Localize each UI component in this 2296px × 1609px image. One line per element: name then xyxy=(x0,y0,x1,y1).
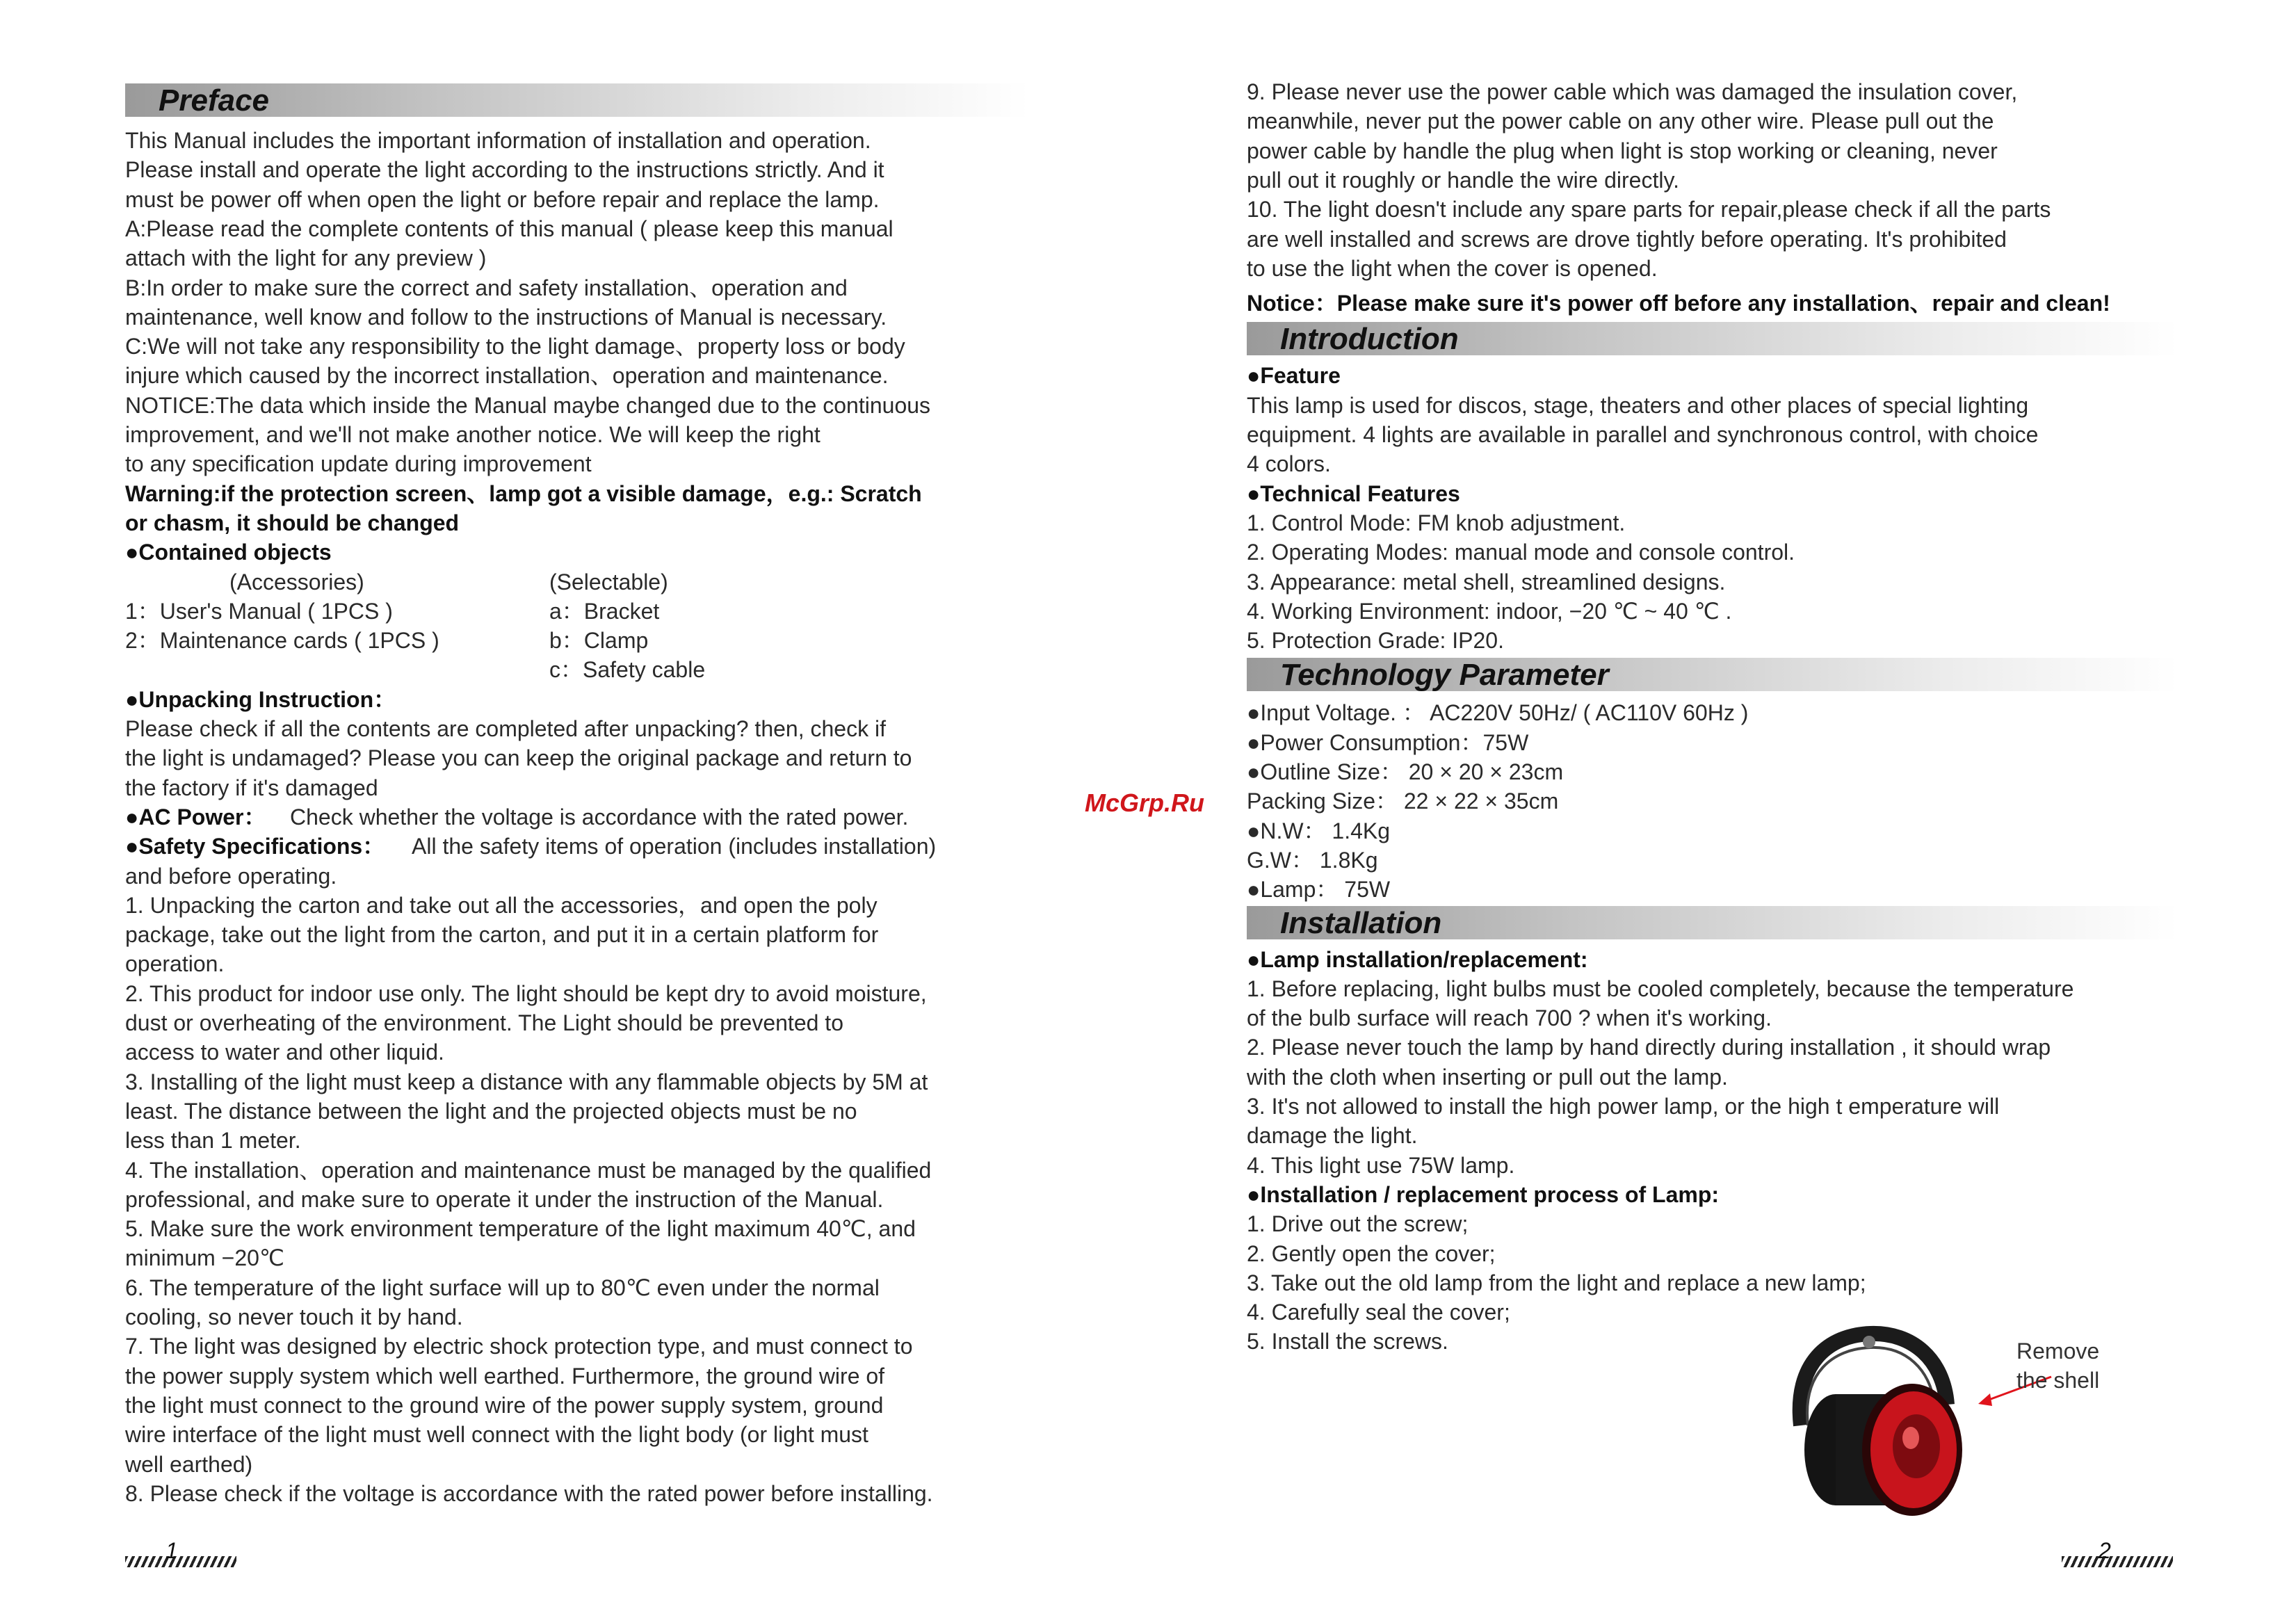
selectable-item: b：Clamp xyxy=(549,628,649,654)
installation-header xyxy=(1247,906,2178,939)
figure-label-remove: Remove xyxy=(2016,1339,2100,1364)
technology-parameter-header xyxy=(1247,658,2178,691)
safety-item-line: 6. The temperature of the light surface will up to 80℃ even under the normal xyxy=(125,1275,880,1300)
preface-line: attach with the light for any preview ) xyxy=(125,245,487,271)
safety-item-line: are well installed and screws are drove tightly before operating. It's prohibited xyxy=(1247,226,2007,252)
safety-item-line: access to water and other liquid. xyxy=(125,1040,444,1065)
accessory-item: 2：Maintenance cards ( 1PCS ) xyxy=(125,628,439,654)
preface-line: Please install and operate the light according to the instructions strictly. And it xyxy=(125,157,884,183)
tech-param-line: ●Outline Size： 20 × 20 × 23cm xyxy=(1247,759,1564,784)
ac-power-title: ●AC Power： xyxy=(125,804,266,830)
safety-item-line: the light must connect to the ground wire of the power supply system, ground xyxy=(125,1392,884,1418)
safety-item-line: dust or overheating of the environment. The Light should be prevented to xyxy=(125,1010,843,1035)
lamp-glare xyxy=(1902,1427,1919,1449)
safety-line: and before operating. xyxy=(125,863,337,889)
preface-header xyxy=(125,83,1029,117)
warning-line: Warning:if the protection screen、lamp got a visible damage，e.g.: Scratch xyxy=(125,480,922,506)
technical-feature-item: 1. Control Mode: FM knob adjustment. xyxy=(1247,510,1626,535)
lamp-bulb xyxy=(1893,1414,1940,1478)
safety-item-line: operation. xyxy=(125,951,225,977)
safety-item-line: 9. Please never use the power cable which was damaged the insulation cover, xyxy=(1247,79,2018,104)
safety-item-line: 1. Unpacking the carton and take out all the accessories，and open the poly xyxy=(125,892,878,918)
lamp-install-line: with the cloth when inserting or pull out the lamp. xyxy=(1247,1064,1728,1090)
accessories-header: (Accessories) xyxy=(229,569,364,595)
selectable-header: (Selectable) xyxy=(549,569,668,595)
safety-item-line: minimum −20℃ xyxy=(125,1245,284,1271)
lamp-illustration xyxy=(1787,1321,2176,1530)
selectable-item: c：Safety cable xyxy=(549,657,706,683)
safety-item-line: package, take out the light from the carton, and put it in a certain platform for xyxy=(125,922,879,948)
safety-item-line: less than 1 meter. xyxy=(125,1128,301,1154)
safety-item-line: 2. This product for indoor use only. The light should be kept dry to avoid moisture, xyxy=(125,980,927,1006)
lamp-install-line: 4. This light use 75W lamp. xyxy=(1247,1152,1515,1178)
process-title: ●Installation / replacement process of Lamp: xyxy=(1247,1181,1720,1207)
technical-feature-item: 5. Protection Grade: IP20. xyxy=(1247,628,1504,654)
safety-item-line: cooling, so never touch it by hand. xyxy=(125,1304,463,1329)
accessory-item: 1：User's Manual ( 1PCS ) xyxy=(125,598,393,624)
warning-line: or chasm, it should be changed xyxy=(125,510,460,535)
safety-item-line: 4. The installation、operation and maintenance must be managed by the qualified xyxy=(125,1157,932,1183)
bracket-screw xyxy=(1863,1336,1875,1348)
preface-line: must be power off when open the light or before repair and replace the lamp. xyxy=(125,186,880,212)
footer-bar-right xyxy=(2062,1556,2173,1567)
tech-param-line: ●Power Consumption：75W xyxy=(1247,729,1529,755)
technical-feature-item: 3. Appearance: metal shell, streamlined designs. xyxy=(1247,569,1726,595)
contained-objects-title: ●Contained objects xyxy=(125,540,332,565)
safety-item-line: 10. The light doesn't include any spare parts for repair,please check if all the parts xyxy=(1247,197,2051,223)
notice-line: Notice：Please make sure it's power off before any installation、repair and clean! xyxy=(1247,291,2110,316)
installation-title: Installation xyxy=(1280,905,1442,940)
preface-line: maintenance, well know and follow to the instructions of Manual is necessary. xyxy=(125,304,887,330)
lamp-install-title: ●Lamp installation/replacement: xyxy=(1247,946,1588,972)
safety-item-line: pull out it roughly or handle the wire directly. xyxy=(1247,167,1679,193)
safety-item-line: the power supply system which well earthed. Furthermore, the ground wire of xyxy=(125,1363,885,1389)
safety-item-line: well earthed) xyxy=(125,1451,253,1477)
feature-line: This lamp is used for discos, stage, theaters and other places of special lighting xyxy=(1247,392,2029,418)
introduction-header xyxy=(1247,322,2178,355)
safety-item-line: meanwhile, never put the power cable on any other wire. Please pull out the xyxy=(1247,108,1994,134)
tech-param-line: ●N.W： 1.4Kg xyxy=(1247,818,1391,843)
tech-param-line: ●Input Voltage. ： AC220V 50Hz/ ( AC110V 60Hz ) xyxy=(1247,700,1749,726)
arrow-head xyxy=(1978,1393,1992,1406)
preface-line: improvement, and we'll not make another notice. We will keep the right xyxy=(125,422,820,447)
process-step: 1. Drive out the screw; xyxy=(1247,1211,1469,1237)
process-step: 5. Install the screws. xyxy=(1247,1329,1448,1355)
safety-title: ●Safety Specifications： xyxy=(125,834,385,859)
technical-feature-item: 4. Working Environment: indoor, −20 ℃ ~ 40 ℃ . xyxy=(1247,598,1732,624)
lamp-install-line: 3. It's not allowed to install the high power lamp, or the high t emperature will xyxy=(1247,1094,2000,1119)
safety-line: All the safety items of operation (includes installation) xyxy=(412,834,937,859)
feature-line: equipment. 4 lights are available in parallel and synchronous control, with choice xyxy=(1247,422,2039,447)
preface-line: to any specification update during improvement xyxy=(125,451,592,477)
lamp-install-line: 2. Please never touch the lamp by hand directly during installation , it should wrap xyxy=(1247,1035,2051,1060)
safety-item-line: wire interface of the light must well connect with the light body (or light must xyxy=(125,1422,868,1448)
preface-line: This Manual includes the important information of installation and operation. xyxy=(125,128,871,153)
selectable-item: a：Bracket xyxy=(549,598,660,624)
unpacking-line: the light is undamaged? Please you can keep the original package and return to xyxy=(125,745,912,771)
technology-parameter-title: Technology Parameter xyxy=(1280,658,1609,693)
unpacking-title: ●Unpacking Instruction： xyxy=(125,686,396,712)
lamp-install-line: of the bulb surface will reach 700 ? when it's working. xyxy=(1247,1005,1772,1031)
page-number-left: 1 xyxy=(165,1538,178,1563)
safety-item-line: 5. Make sure the work environment temperature of the light maximum 40℃, and xyxy=(125,1216,916,1242)
safety-item-line: to use the light when the cover is opened. xyxy=(1247,255,1658,281)
unpacking-line: Please check if all the contents are completed after unpacking? then, check if xyxy=(125,716,886,741)
ac-power-text: Check whether the voltage is accordance with the rated power. xyxy=(290,804,909,830)
tech-param-line: G.W： 1.8Kg xyxy=(1247,847,1378,873)
safety-item-line: professional, and make sure to operate it under the instruction of the Manual. xyxy=(125,1186,884,1212)
process-step: 3. Take out the old lamp from the light and replace a new lamp; xyxy=(1247,1270,1866,1295)
safety-item-line: least. The distance between the light and the projected objects must be no xyxy=(125,1098,857,1124)
preface-line: C:We will not take any responsibility to the light damage、property loss or body xyxy=(125,334,905,359)
introduction-title: Introduction xyxy=(1280,322,1459,357)
safety-item-line: power cable by handle the plug when light is stop working or cleaning, never xyxy=(1247,138,1998,163)
page-number-right: 2 xyxy=(2099,1538,2111,1563)
safety-item-line: 8. Please check if the voltage is accordance with the rated power before installing. xyxy=(125,1480,933,1506)
feature-title: ●Feature xyxy=(1247,363,1341,389)
safety-item-line: 7. The light was designed by electric shock protection type, and must connect to xyxy=(125,1334,913,1359)
watermark: McGrp.Ru xyxy=(1085,789,1205,817)
unpacking-line: the factory if it's damaged xyxy=(125,775,378,800)
footer-bar-left xyxy=(125,1556,236,1567)
preface-line: NOTICE:The data which inside the Manual maybe changed due to the continuous xyxy=(125,392,931,418)
lamp-install-line: damage the light. xyxy=(1247,1123,1418,1149)
preface-line: A:Please read the complete contents of this manual ( please keep this manual xyxy=(125,216,894,241)
feature-line: 4 colors. xyxy=(1247,451,1331,477)
tech-param-line: Packing Size： 22 × 22 × 35cm xyxy=(1247,789,1559,814)
tech-param-line: ●Lamp： 75W xyxy=(1247,877,1391,903)
lamp-figure xyxy=(1787,1321,2176,1530)
technical-feature-item: 2. Operating Modes: manual mode and console control. xyxy=(1247,540,1795,565)
lamp-install-line: 1. Before replacing, light bulbs must be cooled completely, because the temperature xyxy=(1247,976,2074,1001)
safety-item-line: 3. Installing of the light must keep a distance with any flammable objects by 5M at xyxy=(125,1069,928,1094)
process-step: 4. Carefully seal the cover; xyxy=(1247,1300,1510,1325)
preface-line: injure which caused by the incorrect installation、operation and maintenance. xyxy=(125,363,889,389)
preface-line: B:In order to make sure the correct and safety installation、operation and xyxy=(125,275,848,300)
technical-features-title: ●Technical Features xyxy=(1247,480,1460,506)
preface-title: Preface xyxy=(159,83,270,118)
figure-label-shell: the shell xyxy=(2016,1368,2100,1393)
process-step: 2. Gently open the cover; xyxy=(1247,1240,1496,1266)
